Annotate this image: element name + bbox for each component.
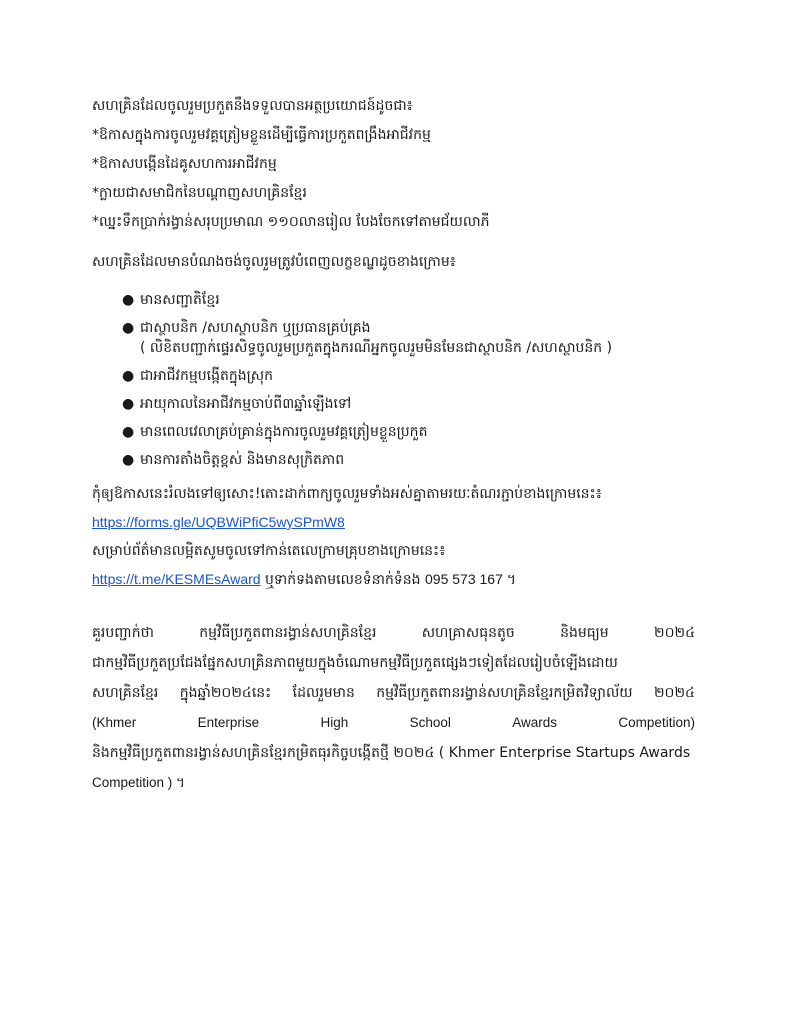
paragraph-line	[92, 618, 695, 648]
word: សហគ្រិនខ្មែរ	[92, 685, 159, 701]
list-item	[122, 450, 695, 470]
requirement-text: ជាស្ថាបនិក /សហស្ថាបនិក ឬប្រធានគ្រប់គ្រង	[140, 320, 371, 336]
list-item	[122, 290, 695, 310]
paragraph-line	[92, 708, 695, 738]
cta-text: កុំឲ្យឱកាសនេះរំលងទៅឲ្យសោះ!តោះដាក់ពាក្យចូលរួមទាំងអស់គ្នាតាមរយៈតំណរភ្ជាប់ខាងក្រោមនេះ៖	[92, 486, 602, 502]
word: (Khmer	[92, 715, 137, 730]
bullet-icon: ●	[122, 452, 135, 468]
bullet-icon: ●	[122, 424, 135, 440]
bullet-icon: ●	[122, 396, 135, 412]
paragraph-line: ជាកម្មវិធីប្រកួតប្រជែងផ្នែកសហគ្រិនភាពមួយក្នុងចំណោមកម្មវិធីប្រកួតផ្សេងៗទៀតដែលរៀបចំឡើងដោយ	[92, 655, 618, 671]
paragraph-line: និងកម្មវិធីប្រកួតពានរង្វាន់សហគ្រិនខ្មែរកម្រិតធុរកិច្ចបង្កើតថ្មី ២០២៤ ( Khmer Enterprise Startups Awards	[92, 745, 691, 761]
paragraph-line	[92, 678, 695, 708]
requirement-note: ( លិខិតបញ្ជាក់ផ្ទេរសិទ្ធចូលរួមប្រកួតក្នុងករណីអ្នកចូលរួមមិនមែនជាស្ថាបនិក /សហស្ថាបនិក )	[140, 340, 613, 356]
info-text: សម្រាប់ព័ត៌មានលម្អិតសូមចូលទៅកាន់តេលេក្រាមគ្រុបខាងក្រោមនេះ៖	[92, 543, 446, 559]
word: High	[320, 715, 349, 730]
word: គួរបញ្ជាក់ថា	[92, 625, 154, 641]
requirement-text: មានសញ្ជាតិខ្មែរ	[140, 292, 220, 308]
requirement-text: ជាអាជីវកម្មបង្កើតក្នុងស្រុក	[140, 368, 274, 384]
list-item	[122, 394, 695, 414]
list-item	[122, 318, 695, 358]
requirement-text: អាយុកាលនៃអាជីវកម្មចាប់ពី៣ឆ្នាំឡើងទៅ	[140, 396, 352, 412]
description-paragraph	[92, 618, 695, 798]
word: ដែលរួមមាន	[292, 685, 355, 701]
word: និងមធ្យម	[560, 625, 609, 641]
contact-row	[92, 569, 695, 590]
word: ២០២៤	[653, 625, 695, 641]
word: កម្មវិធីប្រកួតពានរង្វាន់សហគ្រិនខ្មែរកម្រិតវិទ្យាល័យ	[376, 685, 633, 701]
list-item	[122, 422, 695, 442]
bullet-icon: ●	[122, 320, 135, 336]
contact-text: ឬទាក់ទងតាមលេខទំនាក់ទំនង	[260, 572, 426, 588]
word: ក្នុងឆ្នាំ២០២៤នេះ	[179, 685, 272, 701]
requirement-text: មានពេលវេលាគ្រប់គ្រាន់ក្នុងការចូលរួមវគ្គត្រៀមខ្លួនប្រកួត	[140, 424, 428, 440]
bullet-icon: ●	[122, 368, 135, 384]
word: សហគ្រាសធុនតូច	[421, 625, 515, 641]
requirement-text: មានការតាំងចិត្តខ្ពស់ និងមានសុក្រិតភាព	[140, 452, 345, 468]
telegram-link[interactable]: https://t.me/KESMEsAward	[92, 571, 261, 587]
form-link[interactable]: https://forms.gle/UQBWiPfiC5wySPmW8	[92, 514, 345, 530]
word: Competition)	[618, 715, 695, 730]
bullet-icon: ●	[122, 292, 135, 308]
benefit-item: *ឈ្នះទឹកប្រាក់រង្វាន់សរុបប្រមាណ ១១០លានរៀល បែងចែកទៅតាមជ័យលាភី	[92, 214, 490, 230]
paragraph-line: Competition ) ។	[92, 775, 185, 790]
form-link-row	[92, 512, 695, 533]
requirements-list	[92, 290, 695, 470]
benefits-heading: សហគ្រិនដែលចូលរួមប្រកួតនឹងទទួលបានអត្ថប្រយោជន៍ដូចជា៖	[92, 98, 413, 114]
benefit-item: *ឱកាសក្នុងការចូលរួមវគ្គត្រៀមខ្លួនដើម្បីធ្វើការប្រកួតពង្រឹងអាជីវកម្ម	[92, 127, 431, 143]
list-item	[122, 366, 695, 386]
word: ២០២៤	[653, 685, 695, 701]
word: School	[409, 715, 451, 730]
requirements-heading: សហគ្រិនដែលមានបំណងចង់ចូលរួមត្រូវបំពេញលក្ខខណ្ឌដូចខាងក្រោម៖	[92, 254, 456, 270]
word: Enterprise	[197, 715, 260, 730]
benefit-item: *ក្លាយជាសមាជិកនៃបណ្ដាញសហគ្រិនខ្មែរ	[92, 185, 307, 201]
phone-number: 095 573 167 ។	[425, 571, 516, 587]
benefit-item: *ឱកាសបង្កើនដៃគូសហការអាជីវកម្ម	[92, 156, 277, 172]
word: Awards	[512, 715, 558, 730]
word: កម្មវិធីប្រកួតពានរង្វាន់សហគ្រិនខ្មែរ	[199, 625, 377, 641]
